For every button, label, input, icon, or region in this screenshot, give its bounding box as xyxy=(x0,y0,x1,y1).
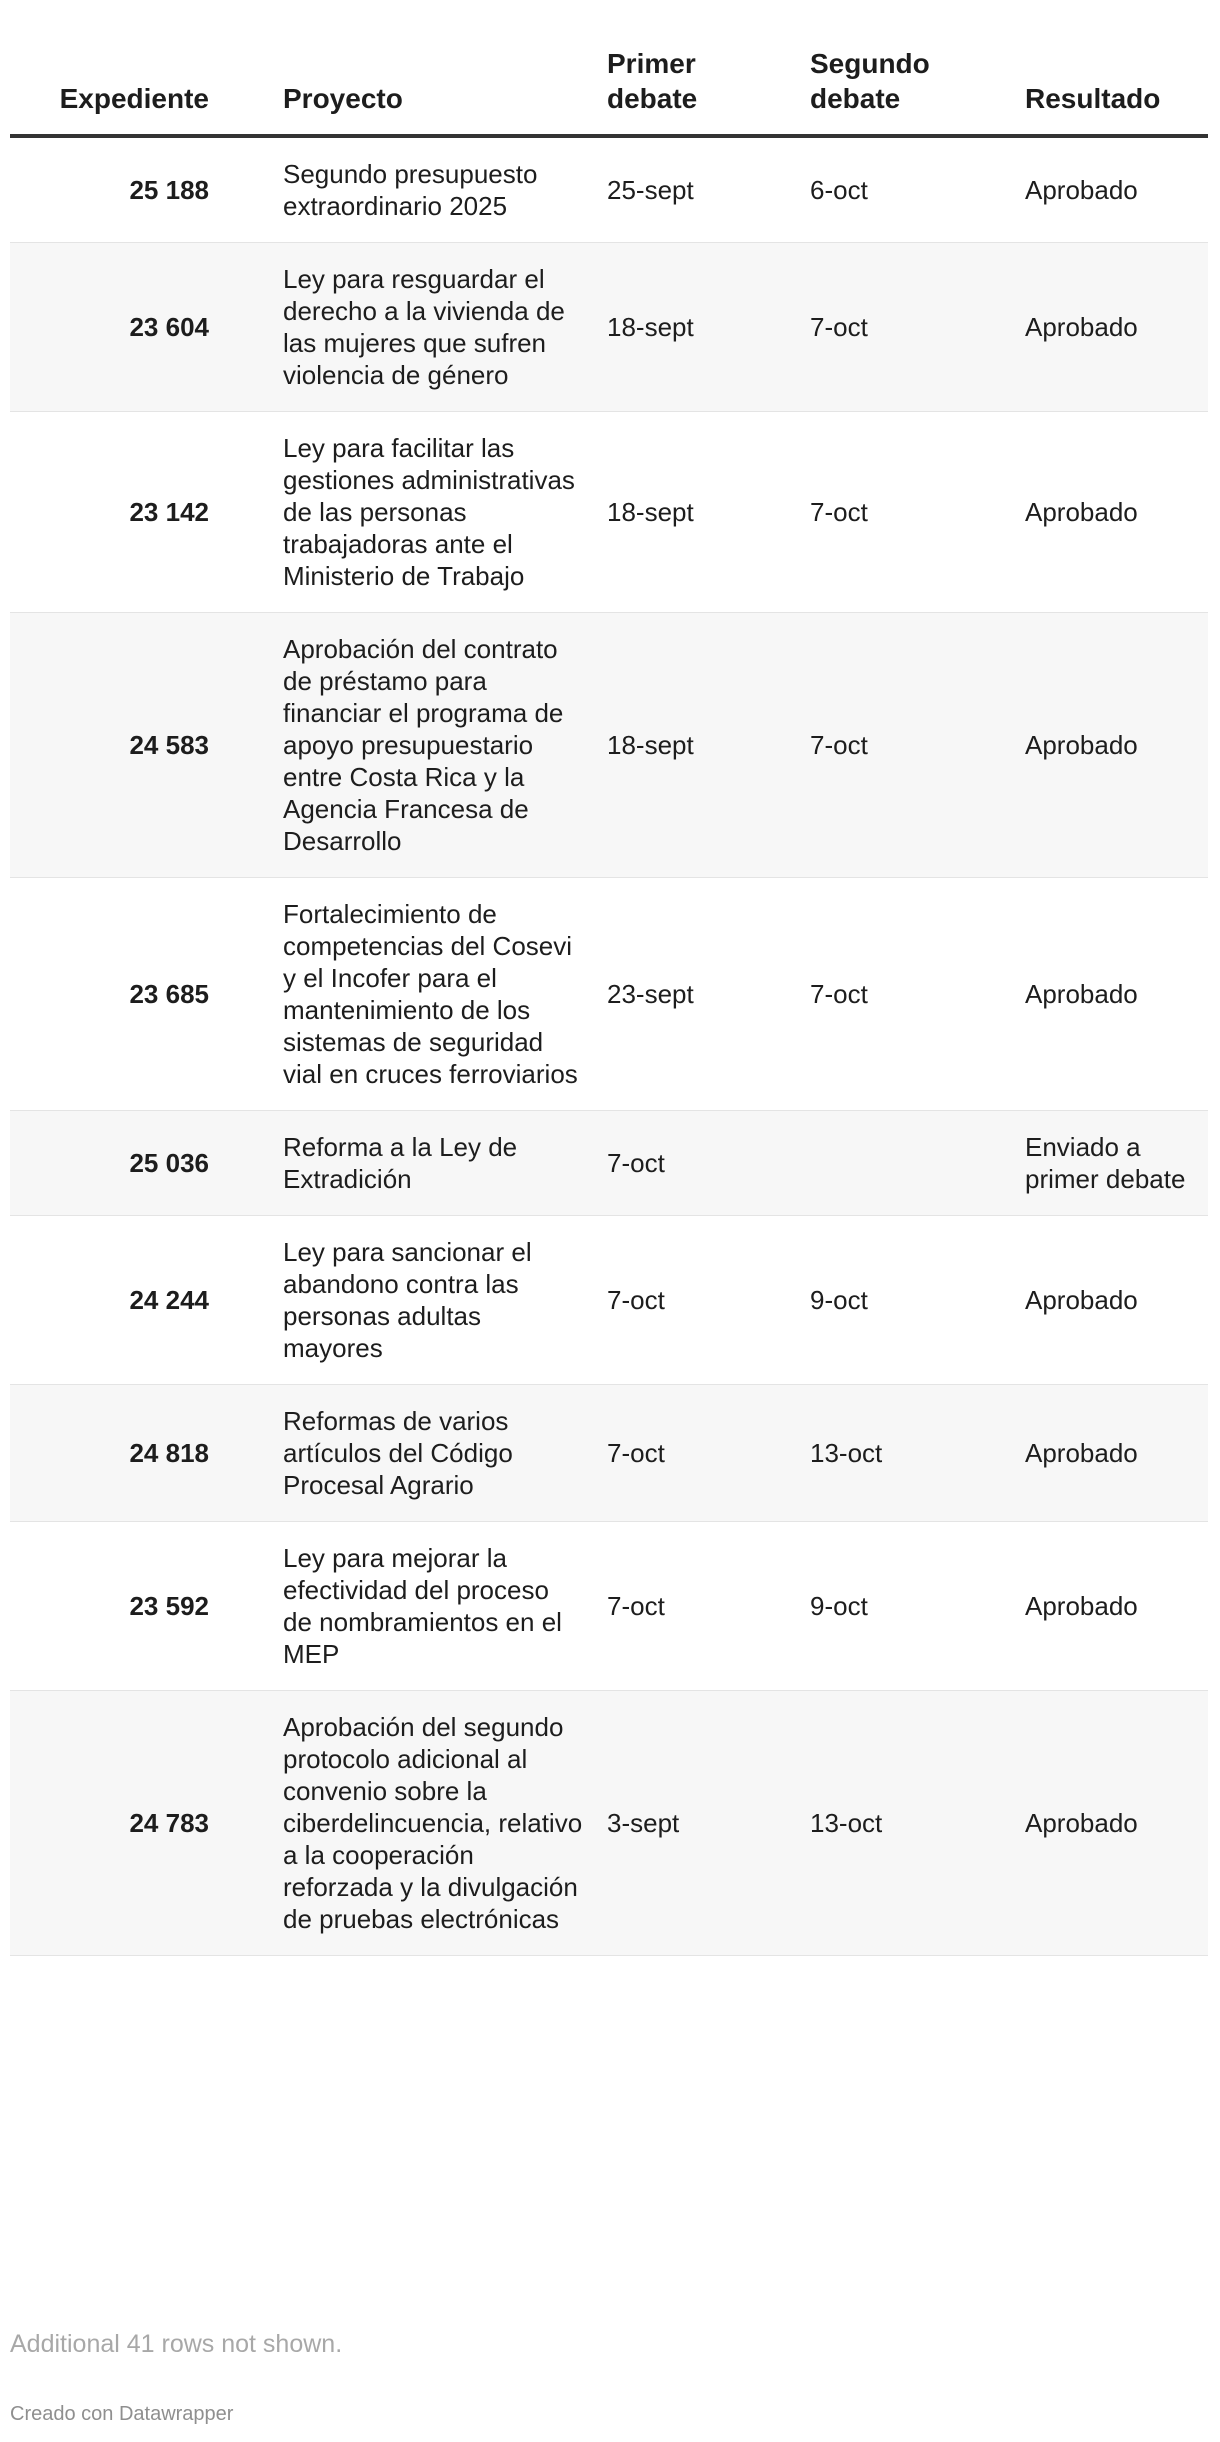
table-row xyxy=(10,412,1208,613)
table-row xyxy=(10,1385,1208,1522)
proyecto-cell: Fortalecimiento de competencias del Cosevi y el Incofer para el mantenimiento de los sistemas de seguridad vial en cruces ferroviarios xyxy=(265,878,597,1111)
table-row xyxy=(10,243,1208,412)
table-row xyxy=(10,136,1208,243)
primer-debate-cell: 7-oct xyxy=(597,1522,800,1691)
table-row xyxy=(10,1522,1208,1691)
segundo-debate-cell: 7-oct xyxy=(800,243,1015,412)
table-row xyxy=(10,613,1208,878)
table-row xyxy=(10,1111,1208,1216)
expediente-cell: 24 818 xyxy=(10,1385,265,1522)
expediente-cell: 24 783 xyxy=(10,1691,265,1956)
table-row xyxy=(10,878,1208,1111)
segundo-debate-cell: 7-oct xyxy=(800,412,1015,613)
table-body xyxy=(10,136,1208,1956)
segundo-debate-cell: 7-oct xyxy=(800,613,1015,878)
proyecto-cell: Segundo presupuesto extraordinario 2025 xyxy=(265,136,597,243)
segundo-debate-cell: 7-oct xyxy=(800,878,1015,1111)
segundo-debate-cell xyxy=(800,1111,1015,1216)
table-container xyxy=(10,0,1208,1956)
expediente-cell: 25 036 xyxy=(10,1111,265,1216)
datawrapper-credit: Creado con Datawrapper xyxy=(10,2403,234,2425)
table-header xyxy=(10,0,1208,136)
primer-debate-cell: 7-oct xyxy=(597,1216,800,1385)
proyecto-cell: Ley para resguardar el derecho a la vivienda de las mujeres que sufren violencia de género xyxy=(265,243,597,412)
segundo-debate-cell: 13-oct xyxy=(800,1385,1015,1522)
resultado-cell: Aprobado xyxy=(1015,878,1208,1111)
expediente-cell: 24 583 xyxy=(10,613,265,878)
primer-debate-cell: 7-oct xyxy=(597,1385,800,1522)
resultado-cell: Aprobado xyxy=(1015,1691,1208,1956)
proyecto-cell: Ley para facilitar las gestiones administrativas de las personas trabajadoras ante el Ministerio de Trabajo xyxy=(265,412,597,613)
segundo-debate-cell: 6-oct xyxy=(800,136,1015,243)
primer-debate-cell: 7-oct xyxy=(597,1111,800,1216)
header-row xyxy=(10,0,1208,136)
resultado-cell: Aprobado xyxy=(1015,1216,1208,1385)
proyecto-cell: Ley para mejorar la efectividad del proceso de nombramientos en el MEP xyxy=(265,1522,597,1691)
primer-debate-cell: 18-sept xyxy=(597,613,800,878)
column-header-expediente[interactable]: Expediente xyxy=(10,0,265,136)
column-header-proyecto[interactable]: Proyecto xyxy=(265,0,597,136)
proyecto-cell: Ley para sancionar el abandono contra las personas adultas mayores xyxy=(265,1216,597,1385)
expediente-cell: 23 604 xyxy=(10,243,265,412)
resultado-cell: Aprobado xyxy=(1015,136,1208,243)
proyecto-cell: Aprobación del segundo protocolo adicional al convenio sobre la ciberdelincuencia, relativo a la cooperación reforzada y la divulgación de pruebas electrónicas xyxy=(265,1691,597,1956)
resultado-cell: Enviado a primer debate xyxy=(1015,1111,1208,1216)
primer-debate-cell: 25-sept xyxy=(597,136,800,243)
primer-debate-cell: 3-sept xyxy=(597,1691,800,1956)
expediente-cell: 23 685 xyxy=(10,878,265,1111)
legislative-bills-table xyxy=(10,0,1208,1956)
resultado-cell: Aprobado xyxy=(1015,1385,1208,1522)
expediente-cell: 23 592 xyxy=(10,1522,265,1691)
proyecto-cell: Reformas de varios artículos del Código Procesal Agrario xyxy=(265,1385,597,1522)
proyecto-cell: Reforma a la Ley de Extradición xyxy=(265,1111,597,1216)
table-row xyxy=(10,1691,1208,1956)
primer-debate-cell: 18-sept xyxy=(597,412,800,613)
resultado-cell: Aprobado xyxy=(1015,243,1208,412)
segundo-debate-cell: 9-oct xyxy=(800,1522,1015,1691)
resultado-cell: Aprobado xyxy=(1015,613,1208,878)
expediente-cell: 24 244 xyxy=(10,1216,265,1385)
table-row xyxy=(10,1216,1208,1385)
segundo-debate-cell: 13-oct xyxy=(800,1691,1015,1956)
table-notes: Additional 41 rows not shown. xyxy=(10,2330,343,2358)
column-header-primer-debate[interactable]: Primer debate xyxy=(597,0,800,136)
segundo-debate-cell: 9-oct xyxy=(800,1216,1015,1385)
primer-debate-cell: 23-sept xyxy=(597,878,800,1111)
column-header-resultado[interactable]: Resultado xyxy=(1015,0,1208,136)
column-header-segundo-debate[interactable]: Segundo debate xyxy=(800,0,1015,136)
resultado-cell: Aprobado xyxy=(1015,1522,1208,1691)
expediente-cell: 23 142 xyxy=(10,412,265,613)
resultado-cell: Aprobado xyxy=(1015,412,1208,613)
primer-debate-cell: 18-sept xyxy=(597,243,800,412)
proyecto-cell: Aprobación del contrato de préstamo para financiar el programa de apoyo presupuestario entre Costa Rica y la Agencia Francesa de Desarrollo xyxy=(265,613,597,878)
expediente-cell: 25 188 xyxy=(10,136,265,243)
